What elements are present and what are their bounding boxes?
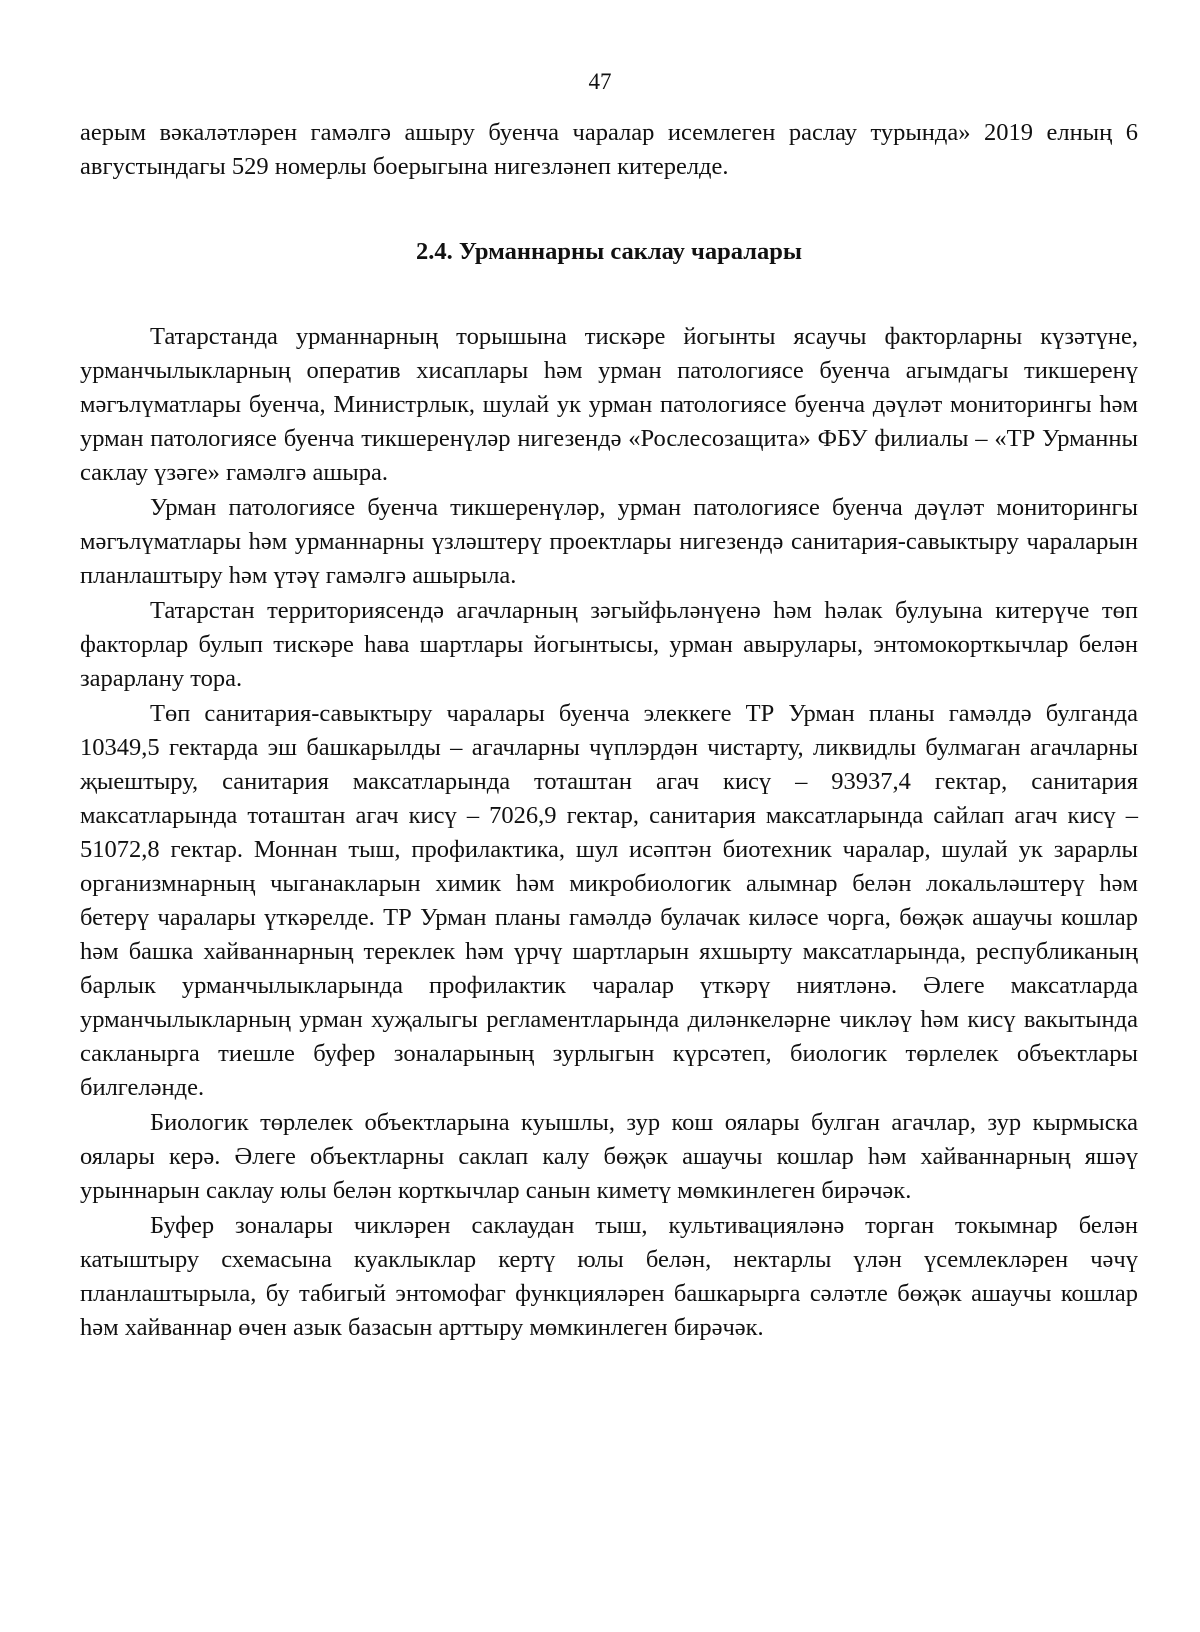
paragraph-biodiversity-objects: Биологик төрлелек объектларына куышлы, зур кош оялары булган агачлар, зур кырмыска оялары керә. Әлеге объектларны саклап калу бөҗәк ашаучы кошлар һәм хайваннарның яшәү урыннарын саклау юлы белән корткычлар санын киметү мөмкинлеген бирәчәк. <box>80 1109 1138 1204</box>
paragraph-sanitary-planning: Урман патологиясе буенча тикшеренүләр, урман патологиясе буенча дәүләт мониторингы мәгълүматлары һәм урманнарны үзләштерү проектлары нигезендә санитария-савыктыру чараларын планлаштыру һәм үтәү гамәлгә ашырыла. <box>80 494 1138 589</box>
document-body <box>80 116 1138 1345</box>
paragraph-sanitary-measures: Төп санитария-савыктыру чаралары буенча элеккеге ТР Урман планы гамәлдә булганда 10349,5 гектарда эш башкарылды – агачларны чүплэрдән чистарту, ликвидлы булмаган агачларны җыештыру, санитария максатларында тоташтан агач кисү – 93937,4 гектар, санитария максатларында тоташтан агач кисү – 7026,9 гектар, санитария максатларында сайлап агач кисү – 51072,8 гектар. Моннан тыш, профилактика, шул исәптән биотехник чаралар, шулай ук зарарлы организмнарның чыганакларын химик һәм микробиологик алымнар белән локальләштерү һәм бетерү чаралары үткәрелде. ТР Урман планы гамәлдә булачак киләсе чорга, бөҗәк ашаучы кошлар һәм башка хайваннарның тереклек һәм үрчү шартларын яхшырту максатларында, республиканың барлык урманчылыкларында профилактик чаралар үткәрү ниятләнә. Әлеге максатларда урманчылыкларның урман хуҗалыгы регламентларында диләнкеләрне чикләү һәм кисү вакытында сакланырга тиешле буфер зоналарының зурлыгын күрсәтеп, биологик төрлелек объектлары билгеләнде. <box>80 700 1138 1101</box>
paragraph-weakening-factors: Татарстан территориясендә агачларның зәгыйфьләнүенә һәм һәлак булуына китерүче төп факторлар булып тискәре һава шартлары йогынтысы, урман авырулары, энтомокорткычлар белән зарарлану тора. <box>80 597 1138 692</box>
paragraph-forest-monitoring: Татарстанда урманнарның торышына тискәре йогынты ясаучы факторларны күзәтүне, урманчылыкларның оператив хисаплары һәм урман патологиясе буенча агымдагы тикшеренү мәгълүматлары буенча, Министрлык, шулай ук урман патологиясе буенча дәүләт мониторингы һәм урман патологиясе буенча тикшеренүләр нигезендә «Рослесозащита» ФБУ филиалы – «ТР Урманны саклау үзәге» гамәлгә ашыра. <box>80 323 1138 486</box>
section-heading: 2.4. Урманнарны саклау чаралары <box>416 238 802 265</box>
paragraph-buffer-zones: Буфер зоналары чикләрен саклаудан тыш, культивацияләнә торган токымнар белән катыштыру схемасына куаклыклар кертү юлы белән, нектарлы үлән үсемлекләрен чәчү планлаштырыла, бу табигый энтомофаг функцияләрен башкарырга сәләтле бөҗәк ашаучы кошлар һәм хайваннар өчен азык базасын арттыру мөмкинлеген бирәчәк. <box>80 1212 1138 1341</box>
page-number: 47 <box>588 69 612 94</box>
intro-paragraph: аерым вәкаләтләрен гамәлгә ашыру буенча чаралар исемлеген раслау турында» 2019 елның 6 августындагы 529 номерлы боерыгына нигезләнеп китерелде. <box>80 119 1138 180</box>
